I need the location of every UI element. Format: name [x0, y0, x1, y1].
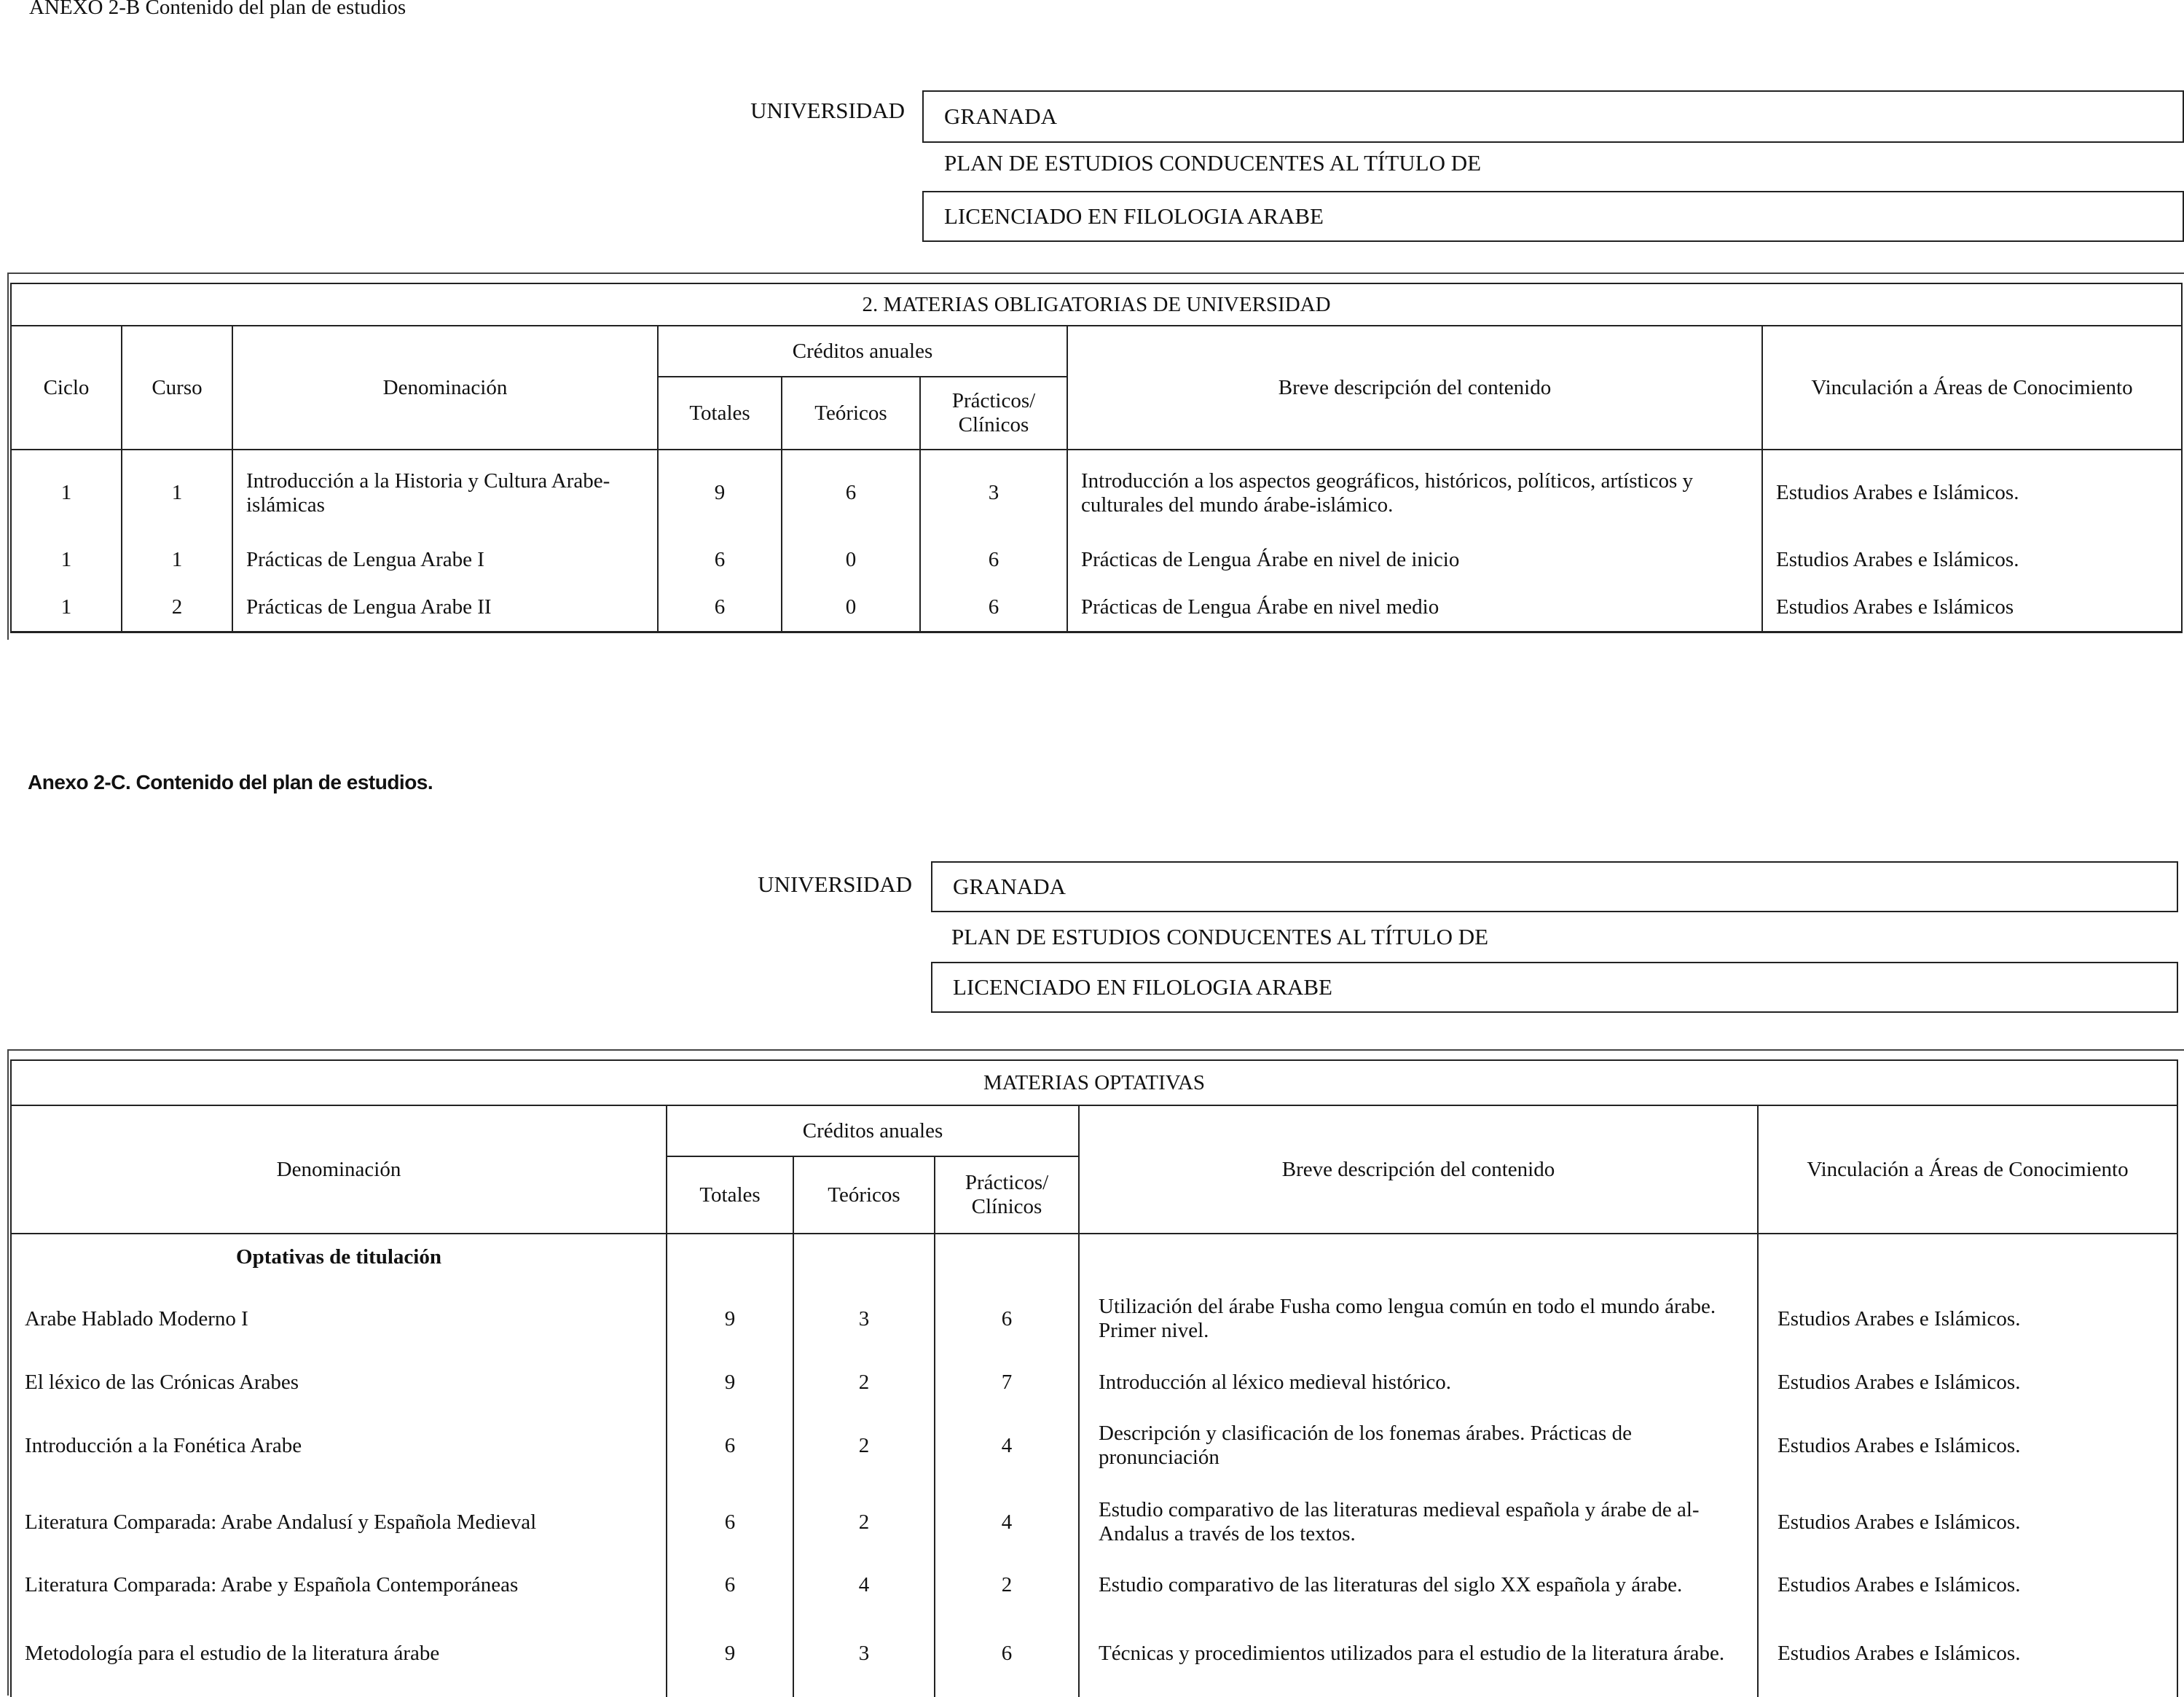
cell-teoricos: 0 [782, 584, 920, 632]
cell-totales: 6 [667, 1560, 793, 1610]
cell-vinculacion: Estudios Arabes e Islámicos. [1762, 450, 2182, 536]
cell-totales: 6 [667, 1407, 793, 1484]
cell-teoricos: 3 [793, 1280, 935, 1357]
universidad-label: UNIVERSIDAD [750, 98, 905, 123]
cell-denominacion: Prácticas de Lengua Arabe II [232, 584, 658, 632]
cell-descripcion: Estudio comparativo de las literaturas medieval española y árabe de al-Andalus a través de los textos. [1079, 1484, 1758, 1560]
cell-practicos: 6 [920, 536, 1067, 584]
table-obligatorias [10, 283, 2183, 633]
cell-teoricos: 2 [793, 1357, 935, 1407]
table-row [11, 536, 2182, 584]
cell-totales: 9 [658, 450, 782, 536]
cell-vinculacion: Estudios Arabes e Islámicos. [1758, 1610, 2177, 1697]
cell-ciclo: 1 [11, 584, 122, 632]
cell-ciclo: 1 [11, 536, 122, 584]
cell-teoricos: 2 [793, 1484, 935, 1560]
col-ciclo: Ciclo [11, 326, 122, 450]
table-row [11, 1610, 2177, 1697]
cell-vinculacion: Estudios Arabes e Islámicos. [1758, 1560, 2177, 1610]
col-denominacion: Denominación [232, 326, 658, 450]
table-row [11, 1407, 2177, 1484]
col-creditos-c: Créditos anuales [667, 1105, 1079, 1156]
cell-practicos: 6 [920, 584, 1067, 632]
col-denominacion-c: Denominación [11, 1105, 667, 1234]
col-vinculacion-c: Vinculación a Áreas de Conocimiento [1758, 1105, 2177, 1234]
col-descripcion-c: Breve descripción del contenido [1079, 1105, 1758, 1234]
cell-vinculacion: Estudios Arabes e Islámicos. [1758, 1280, 2177, 1357]
col-teoricos: Teóricos [782, 377, 920, 450]
annex-c-header: Anexo 2-C. Contenido del plan de estudios. [28, 771, 433, 793]
cell-teoricos: 0 [782, 536, 920, 584]
annex-b-header: ANEXO 2-B Contenido del plan de estudios [29, 0, 406, 19]
cell-curso: 2 [122, 584, 232, 632]
titulo-field [922, 191, 2184, 242]
col-vinculacion: Vinculación a Áreas de Conocimiento [1762, 326, 2182, 450]
cell-teoricos: 4 [793, 1560, 935, 1610]
cell-practicos: 2 [935, 1560, 1079, 1610]
cell-practicos: 6 [935, 1610, 1079, 1697]
table-row [11, 450, 2182, 536]
table-row [11, 1484, 2177, 1560]
cell-teoricos: 6 [782, 450, 920, 536]
cell-vinculacion: Estudios Arabes e Islámicos. [1758, 1357, 2177, 1407]
col-practicos-c: Prácticos/ Clínicos [935, 1156, 1079, 1234]
cell-denominacion: Arabe Hablado Moderno I [11, 1280, 667, 1357]
col-descripcion: Breve descripción del contenido [1067, 326, 1762, 450]
col-creditos: Créditos anuales [658, 326, 1067, 377]
cell-descripcion: Utilización del árabe Fusha como lengua común en todo el mundo árabe. Primer nivel. [1079, 1280, 1758, 1357]
group-title: Optativas de titulación [11, 1234, 667, 1280]
cell-teoricos: 2 [793, 1407, 935, 1484]
cell-practicos: 7 [935, 1357, 1079, 1407]
cell-vinculacion: Estudios Arabes e Islámicos. [1762, 536, 2182, 584]
universidad-value-c: GRANADA [953, 874, 1066, 899]
cell-vinculacion: Estudios Arabes e Islámicos [1762, 584, 2182, 632]
universidad-label-c: UNIVERSIDAD [758, 871, 912, 897]
cell-descripcion: Introducción al léxico medieval histórico. [1079, 1357, 1758, 1407]
cell-vinculacion: Estudios Arabes e Islámicos. [1758, 1484, 2177, 1560]
cell-totales: 6 [667, 1484, 793, 1560]
cell-practicos: 4 [935, 1484, 1079, 1560]
cell-descripcion: Descripción y clasificación de los fonemas árabes. Prácticas de pronunciación [1079, 1407, 1758, 1484]
cell-practicos: 3 [920, 450, 1067, 536]
table-b-title: 2. MATERIAS OBLIGATORIAS DE UNIVERSIDAD [11, 283, 2182, 326]
cell-practicos: 6 [935, 1280, 1079, 1357]
cell-denominacion: Literatura Comparada: Arabe y Española Contemporáneas [11, 1560, 667, 1610]
cell-denominacion: Prácticas de Lengua Arabe I [232, 536, 658, 584]
cell-descripcion: Introducción a los aspectos geográficos, históricos, políticos, artísticos y culturales del mundo árabe-islámico. [1067, 450, 1762, 536]
cell-denominacion: El léxico de las Crónicas Arabes [11, 1357, 667, 1407]
titulo-value: LICENCIADO EN FILOLOGIA ARABE [944, 203, 1324, 229]
cell-descripcion: Prácticas de Lengua Árabe en nivel medio [1067, 584, 1762, 632]
titulo-field-c [931, 962, 2178, 1013]
col-totales-c: Totales [667, 1156, 793, 1234]
col-teoricos-c: Teóricos [793, 1156, 935, 1234]
universidad-field-c [931, 861, 2178, 912]
cell-teoricos: 3 [793, 1610, 935, 1697]
table-row [11, 1560, 2177, 1610]
universidad-value: GRANADA [944, 103, 1057, 129]
cell-descripcion: Prácticas de Lengua Árabe en nivel de inicio [1067, 536, 1762, 584]
cell-totales: 6 [658, 536, 782, 584]
titulo-value-c: LICENCIADO EN FILOLOGIA ARABE [953, 974, 1332, 1000]
table-row [11, 584, 2182, 632]
cell-ciclo: 1 [11, 450, 122, 536]
cell-totales: 6 [658, 584, 782, 632]
cell-totales: 9 [667, 1357, 793, 1407]
plan-label-c: PLAN DE ESTUDIOS CONDUCENTES AL TÍTULO DE [951, 924, 1489, 949]
table-c-title: MATERIAS OPTATIVAS [11, 1060, 2177, 1105]
cell-vinculacion: Estudios Arabes e Islámicos. [1758, 1407, 2177, 1484]
cell-curso: 1 [122, 536, 232, 584]
cell-denominacion: Introducción a la Historia y Cultura Arabe-islámicas [232, 450, 658, 536]
cell-descripcion: Técnicas y procedimientos utilizados para el estudio de la literatura árabe. [1079, 1610, 1758, 1697]
col-totales: Totales [658, 377, 782, 450]
universidad-field [922, 90, 2184, 143]
cell-totales: 9 [667, 1610, 793, 1697]
cell-curso: 1 [122, 450, 232, 536]
col-practicos: Prácticos/ Clínicos [920, 377, 1067, 450]
group-row [11, 1234, 2177, 1280]
cell-practicos: 4 [935, 1407, 1079, 1484]
plan-label: PLAN DE ESTUDIOS CONDUCENTES AL TÍTULO DE [944, 150, 1482, 176]
table-optativas [10, 1059, 2178, 1697]
cell-denominacion: Literatura Comparada: Arabe Andalusí y Española Medieval [11, 1484, 667, 1560]
cell-totales: 9 [667, 1280, 793, 1357]
col-curso: Curso [122, 326, 232, 450]
cell-denominacion: Introducción a la Fonética Arabe [11, 1407, 667, 1484]
table-row [11, 1357, 2177, 1407]
cell-descripcion: Estudio comparativo de las literaturas del siglo XX española y árabe. [1079, 1560, 1758, 1610]
cell-denominacion: Metodología para el estudio de la literatura árabe [11, 1610, 667, 1697]
table-row [11, 1280, 2177, 1357]
